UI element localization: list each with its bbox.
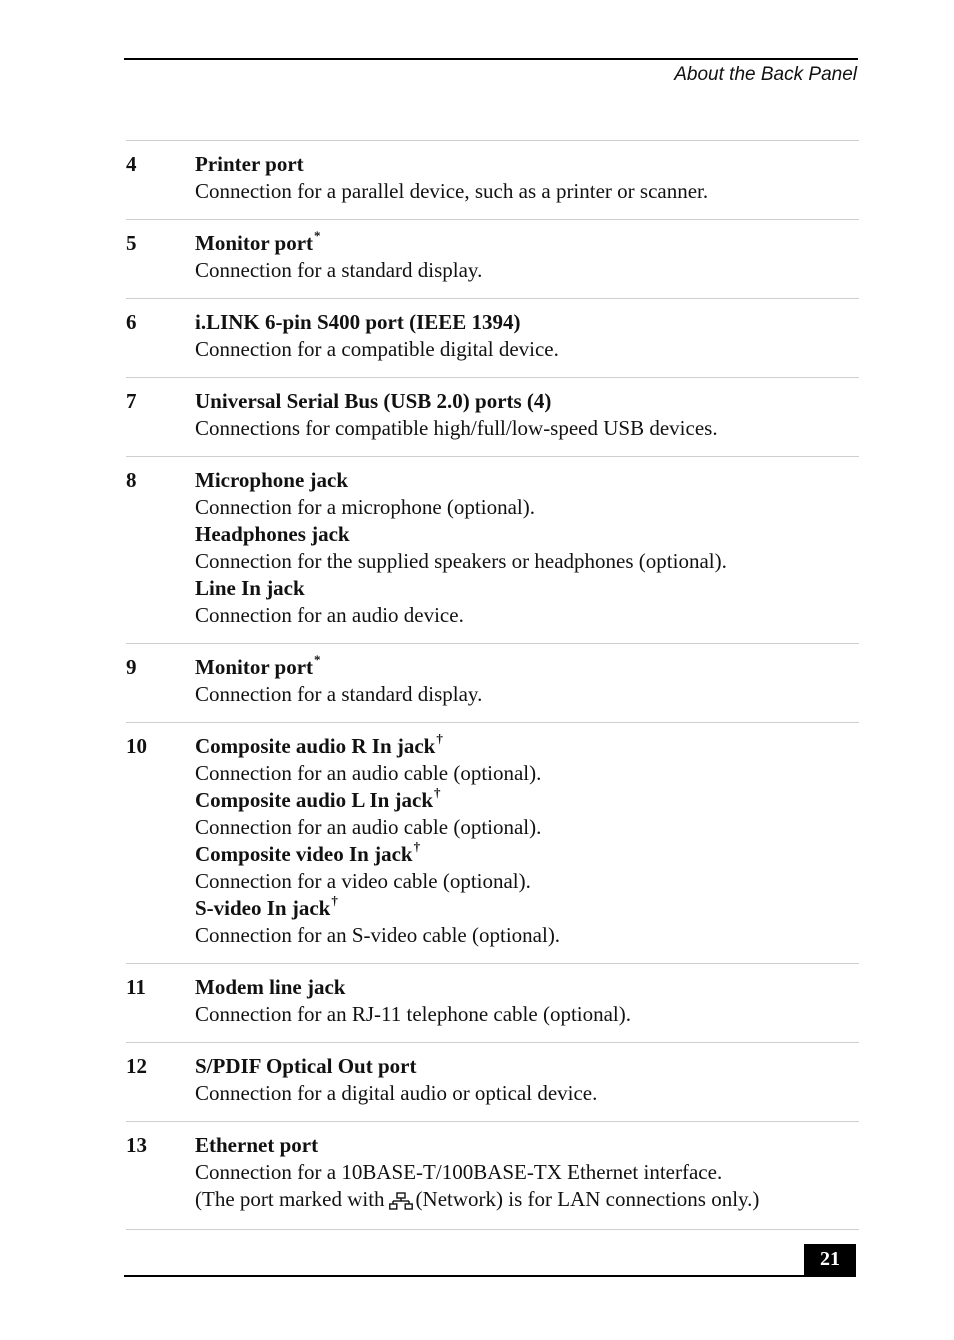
table-row xyxy=(126,1043,859,1122)
item-description: Connection for a 10BASE-T/100BASE-TX Ethernet interface. xyxy=(195,1160,723,1184)
item-description: Connection for an RJ-11 telephone cable (optional). xyxy=(195,1002,632,1026)
item-description: Connection for a digital audio or optical device. xyxy=(195,1081,598,1105)
footer-rule xyxy=(124,1275,856,1277)
table-row xyxy=(126,723,859,964)
item-content xyxy=(195,733,859,949)
item-number: 12 xyxy=(126,1054,147,1078)
item-description: Connection for an audio cable (optional). xyxy=(195,761,542,785)
item-number: 8 xyxy=(126,468,137,492)
item-title: S/PDIF Optical Out port xyxy=(195,1054,417,1078)
item-content xyxy=(195,388,859,442)
item-title: Printer port xyxy=(195,152,304,176)
item-title: Monitor port* xyxy=(195,652,321,679)
item-description: Connection for a microphone (optional). xyxy=(195,495,535,519)
item-description: Connection for a standard display. xyxy=(195,258,483,282)
footnote-mark: † xyxy=(434,785,441,800)
item-description: Connection for the supplied speakers or headphones (optional). xyxy=(195,549,727,573)
footnote-mark: * xyxy=(314,228,321,243)
table-row xyxy=(126,378,859,457)
item-content xyxy=(195,230,859,284)
item-title: Composite video In jack† xyxy=(195,839,421,866)
table-row xyxy=(126,644,859,723)
footnote-mark: † xyxy=(331,893,338,908)
table-row xyxy=(126,141,859,220)
item-content xyxy=(195,151,859,205)
item-content xyxy=(195,654,859,708)
item-title: Monitor port* xyxy=(195,228,321,255)
footnote-mark: † xyxy=(436,731,443,746)
item-description: Connection for a standard display. xyxy=(195,682,483,706)
item-title: S-video In jack† xyxy=(195,893,338,920)
item-number: 4 xyxy=(126,152,137,176)
item-title: Microphone jack xyxy=(195,468,349,492)
table-row xyxy=(126,220,859,299)
item-title: Headphones jack xyxy=(195,522,350,546)
table-row xyxy=(126,1122,859,1230)
item-number: 9 xyxy=(126,655,137,679)
item-title: Modem line jack xyxy=(195,975,346,999)
item-number: 13 xyxy=(126,1133,147,1157)
item-description: Connection for a compatible digital device. xyxy=(195,337,559,361)
footnote-mark: † xyxy=(413,839,421,854)
item-description: Connection for a video cable (optional). xyxy=(195,869,531,893)
item-title: Ethernet port xyxy=(195,1133,319,1157)
item-description: Connection for a parallel device, such as a printer or scanner. xyxy=(195,179,709,203)
item-title: Universal Serial Bus (USB 2.0) ports (4) xyxy=(195,389,552,413)
footnote-mark: * xyxy=(314,652,321,667)
item-content xyxy=(195,1132,859,1217)
item-description: Connection for an audio device. xyxy=(195,603,464,627)
header-rule xyxy=(124,58,858,60)
item-description: Connections for compatible high/full/low-speed USB devices. xyxy=(195,416,718,440)
table-row xyxy=(126,299,859,378)
item-description: Connection for an S-video cable (optional). xyxy=(195,923,561,947)
page-number: 21 xyxy=(804,1244,856,1277)
item-number: 7 xyxy=(126,389,137,413)
item-content xyxy=(195,309,859,363)
item-content xyxy=(195,467,859,629)
network-note: (The port marked with (Network) is for LAN connections only.) xyxy=(195,1186,859,1217)
item-number: 11 xyxy=(126,975,146,999)
item-title: Composite audio L In jack† xyxy=(195,785,441,812)
item-title: Composite audio R In jack† xyxy=(195,731,443,758)
network-icon xyxy=(389,1190,413,1217)
item-title: i.LINK 6-pin S400 port (IEEE 1394) xyxy=(195,310,521,334)
table-row xyxy=(126,457,859,644)
item-number: 5 xyxy=(126,231,137,255)
item-content xyxy=(195,1053,859,1107)
running-header: About the Back Panel xyxy=(674,64,857,85)
table-row xyxy=(126,964,859,1043)
item-number: 6 xyxy=(126,310,137,334)
port-table xyxy=(126,140,859,1230)
item-number: 10 xyxy=(126,734,147,758)
item-content xyxy=(195,974,859,1028)
item-title: Line In jack xyxy=(195,576,305,600)
item-description: Connection for an audio cable (optional). xyxy=(195,815,542,839)
